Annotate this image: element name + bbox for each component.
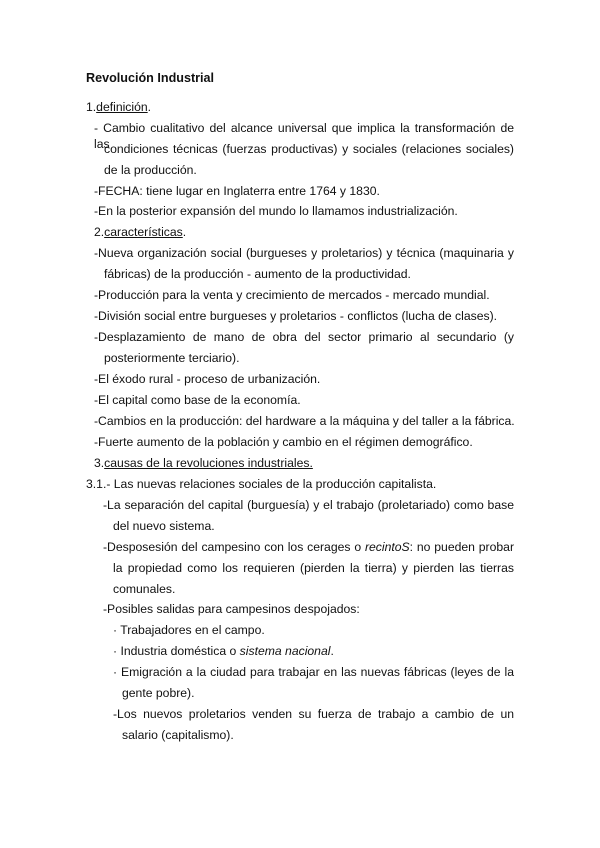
section-2-heading [94, 224, 186, 240]
section-1-heading [86, 99, 151, 115]
document-title: Revolución Industrial [86, 71, 215, 85]
italic-term: recintoS [364, 540, 410, 554]
paragraph-line: -Cambios en la producción: del hardware a la máquina y del taller a la fábrica. [94, 414, 515, 428]
section-heading-text: causas de la revoluciones industriales. [104, 456, 313, 470]
paragraph-line: -Los nuevos proletarios venden su fuerza de trabajo a cambio de un [113, 707, 514, 721]
paragraph-line: -En la posterior expansión del mundo lo llamamos industrialización. [94, 204, 458, 218]
paragraph-line: -El éxodo rural - proceso de urbanización. [94, 372, 321, 386]
list-item: · Trabajadores en el campo. [113, 623, 265, 637]
paragraph-line: de la producción. [104, 163, 197, 177]
paragraph-line: -Posibles salidas para campesinos despojados: [103, 602, 360, 616]
paragraph-line: posteriormente terciario). [104, 351, 240, 365]
paragraph-line: fábricas) de la producción - aumento de la productividad. [104, 267, 411, 281]
paragraph-line: -Desplazamiento de mano de obra del sector primario al secundario (y [94, 330, 514, 344]
paragraph-line [103, 539, 514, 555]
section-heading-text: definición [96, 100, 148, 114]
paragraph-line: - Cambio cualitativo del alcance universal que implica la transformación de las [94, 121, 514, 151]
paragraph-line: condiciones técnicas (fuerzas productivas) y sociales (relaciones sociales) [104, 142, 514, 156]
section-number: 1. [86, 100, 97, 114]
subsection-text: Las nuevas relaciones sociales de la producción capitalista. [113, 477, 437, 491]
text-run: -Desposesión del campesino con los cerages o [103, 540, 365, 554]
list-item: · Emigración a la ciudad para trabajar en las nuevas fábricas (leyes de la [113, 665, 514, 679]
paragraph-line: la propiedad como los requieren (pierden la tierra) y pierden las tierras [113, 561, 514, 575]
list-item-continuation: gente pobre). [122, 686, 195, 700]
italic-term: sistema nacional [239, 644, 331, 658]
paragraph-line: -Producción para la venta y crecimiento de mercados - mercado mundial. [94, 288, 490, 302]
section-heading-text: características [104, 225, 183, 239]
section-3-heading [94, 455, 313, 471]
heading-dot: . [147, 100, 152, 114]
paragraph-line: -Nueva organización social (burgueses y proletarios) y técnica (maquinaria y [94, 246, 514, 260]
paragraph-line: -La separación del capital (burguesía) y el trabajo (proletariado) como base [103, 498, 514, 512]
text-run: · Industria doméstica o [113, 644, 240, 658]
paragraph-line: comunales. [113, 582, 176, 596]
paragraph-line: -El capital como base de la economía. [94, 393, 301, 407]
heading-dot: . [182, 225, 187, 239]
section-number: 2. [94, 225, 105, 239]
paragraph-line: -Fuerte aumento de la población y cambio en el régimen demográfico. [94, 435, 473, 449]
text-run: : no pueden probar [409, 540, 515, 554]
paragraph-line: -FECHA: tiene lugar en Inglaterra entre 1764 y 1830. [94, 184, 380, 198]
subsection-number: 3.1.- [86, 477, 111, 491]
list-item [113, 643, 334, 659]
text-run: . [330, 644, 334, 658]
paragraph-line: salario (capitalismo). [122, 728, 234, 742]
section-number: 3. [94, 456, 105, 470]
subsection-heading [86, 476, 436, 492]
paragraph-line: del nuevo sistema. [113, 519, 215, 533]
paragraph-line: -División social entre burgueses y proletarios - conflictos (lucha de clases). [94, 309, 498, 323]
